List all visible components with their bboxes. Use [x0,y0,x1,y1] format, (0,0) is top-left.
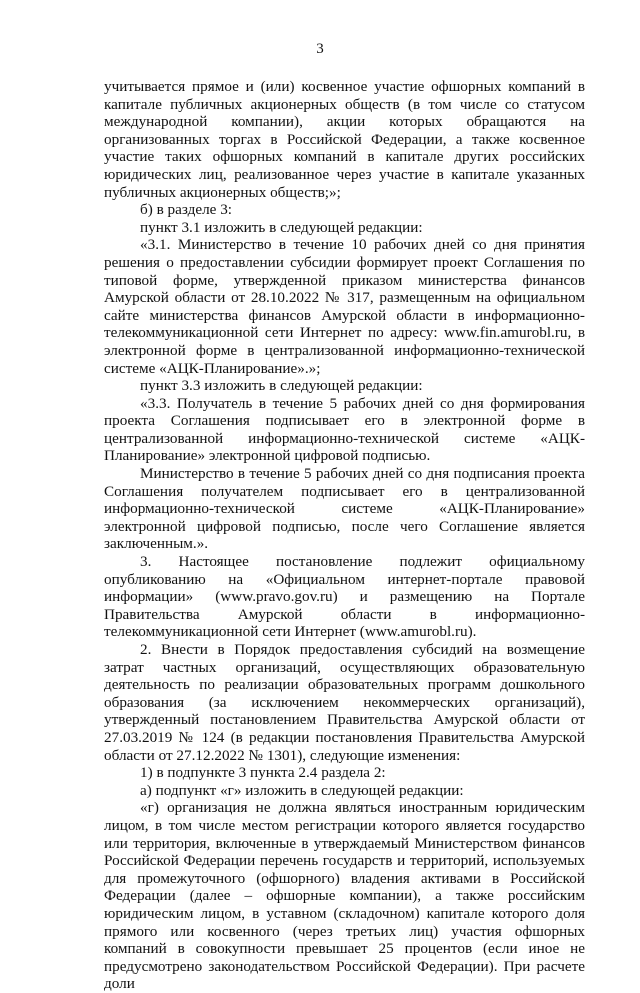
paragraph: «г) организация не должна являться иностранным юридическим лицом, в том числе местом регистрации которого является государство или территория, включенные в утверждаемый Министерством финансов Российской Федерации перечень государств и территорий, используемых для промежуточного (офшорного) владения активами в Российской Федерации (далее – офшорные компании), а также российским юридическим лицом, в уставном (складочном) капитале которого доля прямого или косвенного (через третьих лиц) участия офшорных компаний в совокупности превышает 25 процентов (если иное не предусмотрено законодательством Российской Федерации). При расчете доли [104,799,585,993]
paragraph: учитывается прямое и (или) косвенное участие офшорных компаний в капитале публичных акционерных обществ (в том числе со статусом международной компании), акции которых обращаются на организованных торгах в Российской Федерации, а также косвенное участие таких офшорных компаний в капитале других российских юридических лиц, реализованное через участие в капитале указанных публичных акционерных обществ;»; [104,78,585,201]
paragraph: б) в разделе 3: [140,201,233,219]
paragraph: «3.1. Министерство в течение 10 рабочих дней со дня принятия решения о предоставлении субсидии формирует проект Соглашения по типовой форме, утвержденной приказом министерства финансов Амурской области от 28.10.2022 № 317, размещенным на официальном сайте министерства финансов Амурской области в информационно-телекоммуникационной сети Интернет по адресу: www.fin.amurobl.ru, в электронной форме в централизованной информационно-технической системе «АЦК-Планирование».»; [104,236,585,377]
paragraph: 3. Настоящее постановление подлежит официальному опубликованию на «Официальном интернет-портале правовой информации» (www.pravo.gov.ru) и размещению на Портале Правительства Амурской области в информационно-телекоммуникационной сети Интернет (www.amurobl.ru). [104,553,585,641]
paragraph: «3.3. Получатель в течение 5 рабочих дней со дня формирования проекта Соглашения подписывает его в электронной форме в централизованной информационно-технической системе «АЦК-Планирование» электронной цифровой подписью. [104,394,585,465]
page-number: 3 [316,41,324,57]
paragraph: пункт 3.3 изложить в следующей редакции: [140,377,423,395]
paragraph: Министерство в течение 5 рабочих дней со дня подписания проекта Соглашения получателем подписывает его в централизованной информационно-технической системе «АЦК-Планирование» электронной цифровой подписью, после чего Соглашение является заключенным.». [104,465,585,553]
document-body [104,78,585,993]
paragraph: 1) в подпункте 3 пункта 2.4 раздела 2: [140,764,386,782]
paragraph: пункт 3.1 изложить в следующей редакции: [140,218,423,236]
paragraph: а) подпункт «г» изложить в следующей редакции: [140,781,464,799]
paragraph: 2. Внести в Порядок предоставления субсидий на возмещение затрат частных организаций, осуществляющих образовательную деятельность по реализации образовательных программ дошкольного образования (за исключением некоммерческих организаций), утвержденный постановлением Правительства Амурской области от 27.03.2019 № 124 (в редакции постановления Правительства Амурской области от 27.12.2022 № 1301), следующие изменения: [104,641,585,764]
